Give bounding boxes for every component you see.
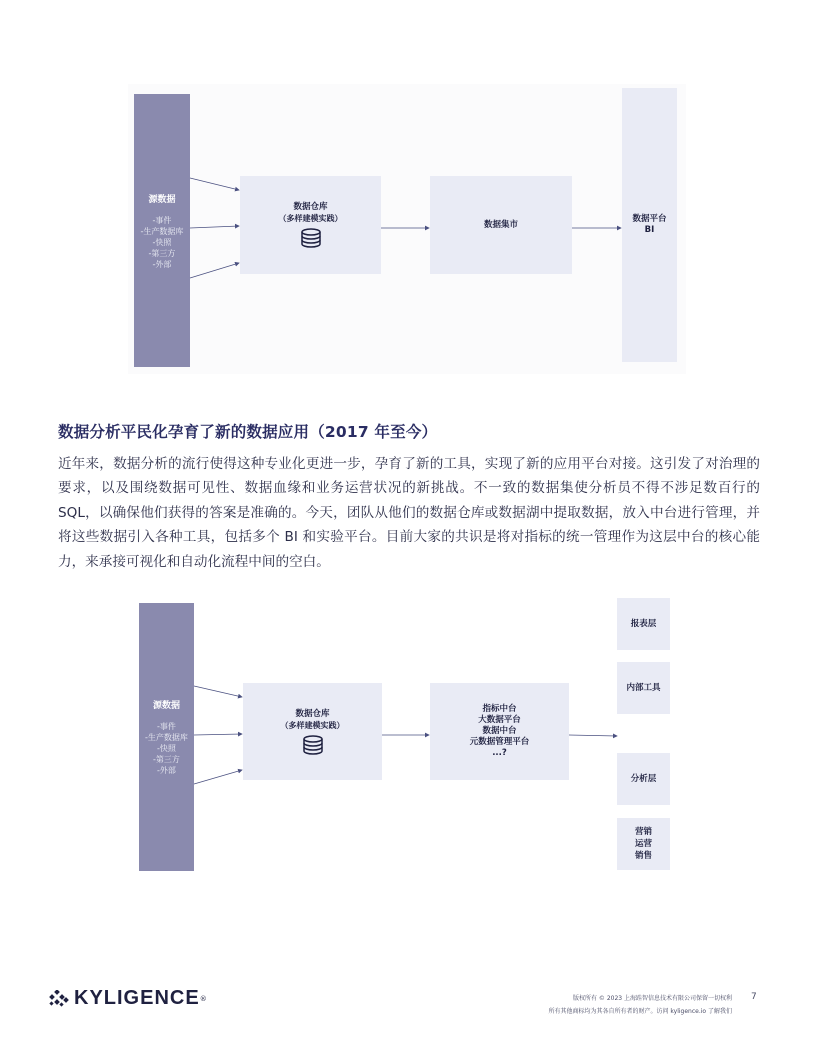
source-item-third-party: -第三方	[153, 755, 180, 764]
source-data-title: 源数据	[152, 701, 180, 711]
source-item-snapshot: -快照	[152, 237, 172, 247]
arrow-source-to-warehouse-mid	[190, 226, 239, 228]
diagram-2-source-data-column	[139, 603, 194, 871]
arrow2-source-to-warehouse-top	[194, 686, 242, 697]
database-icon	[302, 735, 324, 755]
middle-item-big-data: 大数据平台	[478, 715, 521, 725]
output-analysis-layer	[617, 753, 670, 805]
source-item-third-party: -第三方	[148, 248, 176, 258]
data-mart-label: 数据集市	[483, 219, 518, 230]
data-platform-line2: BI	[644, 225, 655, 235]
warehouse-label: 数据仓库	[295, 708, 330, 719]
registered-mark: ®	[199, 994, 207, 1003]
diagram-2-data-warehouse-box	[243, 683, 382, 780]
diagram-2-middle-platform-box	[430, 683, 569, 780]
source-item-production-db: -生产数据库	[145, 733, 188, 742]
output-report-label: 报表层	[630, 619, 657, 629]
source-item-snapshot: -快照	[157, 744, 176, 753]
page-number: 7	[751, 992, 757, 1002]
copyright-line-1: 版权所有 © 2023 上海跬智信息技术有限公司保留一切权利	[573, 995, 732, 1002]
middle-item-ellipsis: ...?	[492, 748, 507, 758]
middle-item-metadata: 元数据管理平台	[469, 737, 530, 747]
source-item-production-db: -生产数据库	[140, 226, 184, 236]
output-sales-label: 销售	[634, 851, 652, 861]
logo-text: KYLIGENCE	[74, 987, 200, 1009]
copyright-line-2: 所有其他商标均为其各自所有者的财产。访问 kyligence.io 了解我们	[548, 1008, 732, 1015]
warehouse-sublabel: （多样建模实践）	[278, 214, 343, 223]
source-item-events: -事件	[157, 722, 176, 731]
source-item-events: -事件	[152, 215, 172, 225]
kyligence-logo	[48, 987, 207, 1010]
arrow-source-to-warehouse-bottom	[190, 263, 239, 278]
output-internal-tools	[617, 662, 670, 714]
output-operations-label: 运营	[634, 839, 652, 849]
arrow2-source-to-warehouse-bottom	[194, 770, 242, 784]
arrow-source-to-warehouse-top	[190, 178, 239, 190]
warehouse-sublabel: （多样建模实践）	[280, 720, 345, 730]
warehouse-label: 数据仓库	[293, 202, 328, 212]
source-item-external: -外部	[152, 259, 172, 269]
output-ops-box	[617, 818, 670, 870]
middle-item-data-platform: 数据中台	[482, 726, 517, 736]
middle-item-metrics: 指标中台	[482, 704, 517, 714]
arrow2-source-to-warehouse-mid	[194, 734, 242, 735]
output-report-layer	[617, 598, 670, 650]
output-marketing-label: 营销	[634, 827, 652, 837]
source-item-external: -外部	[157, 766, 176, 775]
source-data-title: 源数据	[148, 194, 176, 205]
section-paragraph: 近年来，数据分析的流行使得这种专业化更进一步，孕育了新的工具，实现了新的应用平台对接。这引发了对治理的要求，以及围绕数据可见性、数据血缘和业务运营状况的新挑战。不一致的数据集使分析员不得不涉足数百行的 SQL，以确保他们获得的答案是准确的。今天，团队从他们的数据仓库或数据湖中提取数据，放入中台进行管理，并将这些数据引入各种工具，包括多个 BI 和实验平台。目前大家的共识是将对指标的统一管理作为这层中台的核心能力，来承接可视化和自动化流程中间的空白。	[58, 456, 760, 570]
output-analysis-label: 分析层	[630, 774, 657, 784]
data-platform-line1: 数据平台	[632, 214, 667, 224]
section-heading: 数据分析平民化孕育了新的数据应用（2017 年至今）	[58, 423, 438, 441]
output-internal-label: 内部工具	[626, 683, 661, 693]
arrow2-middle-to-outputs	[569, 735, 617, 736]
kyligence-logo-mark-icon	[48, 990, 70, 1008]
footer-copyright	[549, 992, 733, 1018]
